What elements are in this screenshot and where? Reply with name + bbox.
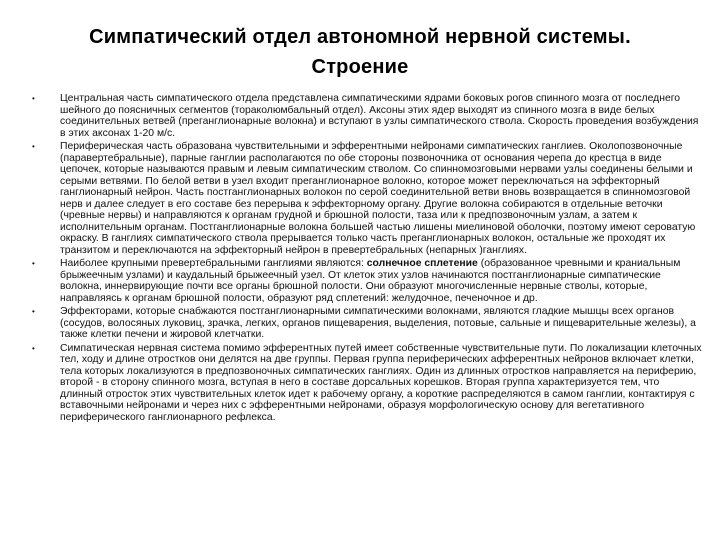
list-item bbox=[30, 306, 702, 341]
bullet-list bbox=[30, 93, 702, 423]
bullet-icon: • bbox=[32, 307, 35, 316]
list-item-text-start: Наиболее крупными превертебральными ганглиями являются: bbox=[60, 258, 367, 269]
list-item-text: Центральная часть симпатического отдела представлена симпатическими ядрами боковых рогов спинного мозга от последнего шейного до поясничных сегментов (тораколюмбальный отдел). Аксоны этих ядер выходят из спинного мозга в виде белых соединительных ветвей (преганглионарные волокна) и вступают в узлы симпатического ствола. Скорость проведения возбуждения в этих аксонах 1-20 м/с. bbox=[60, 93, 699, 139]
slide-title-line-2: Строение bbox=[311, 56, 409, 78]
list-item bbox=[30, 93, 702, 139]
slide-title bbox=[20, 22, 700, 82]
bullet-icon: • bbox=[32, 142, 35, 151]
list-item-text bbox=[60, 258, 702, 304]
list-item bbox=[30, 343, 702, 424]
list-item bbox=[30, 258, 702, 304]
list-item-text: Периферическая часть образована чувствительными и эфферентными нейронами симпатических ганглиев. Околопозвоночные (паравертебральные), парные ганглии располагаются по обе стороны позвоночника от основания черепа до крестца в виде цепочек, которые называются правым и левым симпатическим стволом. Со спинномозговыми нервами узлы соединены белыми и серыми ветвями. По белой ветви в узел входит преганглионарное волокно, которое может переключаться на эффекторный ганглионарный нейрон. Часть постганглионарных волокон по серой соединительной ветви вновь возвращается в спинномозговой нерв и далее следует в его составе без перерыва к эффекторному органу. Другие волокна собираются в отдельные веточки (чревные нервы) и направляются к органам грудной и брюшной полости, таза или к предпозвоночным узлам, а затем к исполнительным органам. Постганглионарные волокна большей частью лишены миелиновой оболочки, поэтому имеют сероватую окраску. В ганглиях симпатического ствола прерывается только часть преганглионарных волокон, остальные же проходят их транзитом и переключаются на эффекторный нейрон в превертебральных (непарных )ганглиях. bbox=[60, 141, 696, 256]
slide-title-line-1: Симпатический отдел автономной нервной системы. bbox=[89, 26, 631, 48]
bullet-icon: • bbox=[32, 94, 35, 103]
list-item-text-end: (образованное чревными и краниальным брыжеечным узлами) и каудальный брыжеечный узел. От клеток этих узлов начинаются постганглионарные симпатические волокна, иннервирующие почти все органы брюшной полости. Они образуют многочисленные нервные стволы, которые, направляясь к органам брюшной полости, образуют ряд сплетений: желудочное, печеночное и др. bbox=[60, 258, 681, 304]
list-item-text: Симпатическая нервная система помимо эфферентных путей имеет собственные чувствительные пути. По локализации клеточных тел, ходу и длине отростков они делятся на две группы. Первая группа периферических афферентных нейронов включает клетки, тела которых локализуются в предпозвоночных симпатических ганглиях. Один из длинных отростков направляется на периферию, второй - в сторону спинного мозга, вступая в него в составе дорсальных корешков. Вторая группа характеризуется тем, что длинный отросток этих чувствительных клеток идет к рабочему органу, а короткие распределяются в самом ганглии, контактируя с вставочными нейронами и через них с эфферентными нейронами, образуя морфологическую основу для вегетативного периферического ганглионарного рефлекса. bbox=[60, 342, 702, 423]
bullet-icon: • bbox=[32, 343, 35, 353]
bullet-icon: • bbox=[32, 259, 35, 268]
list-item-text: Эффекторами, которые снабжаются постганглионарными симпатическими волокнами, являются гладкие мышцы всех органов (сосудов, волосяных луковиц, зрачка, легких, органов пищеварения, выделения, потовые, сальные и пищеварительные железы), а также клетки печени и жировой клетчатки. bbox=[60, 306, 696, 340]
list-item bbox=[30, 141, 702, 256]
list-item-bold-term: солнечное сплетение bbox=[366, 258, 478, 269]
